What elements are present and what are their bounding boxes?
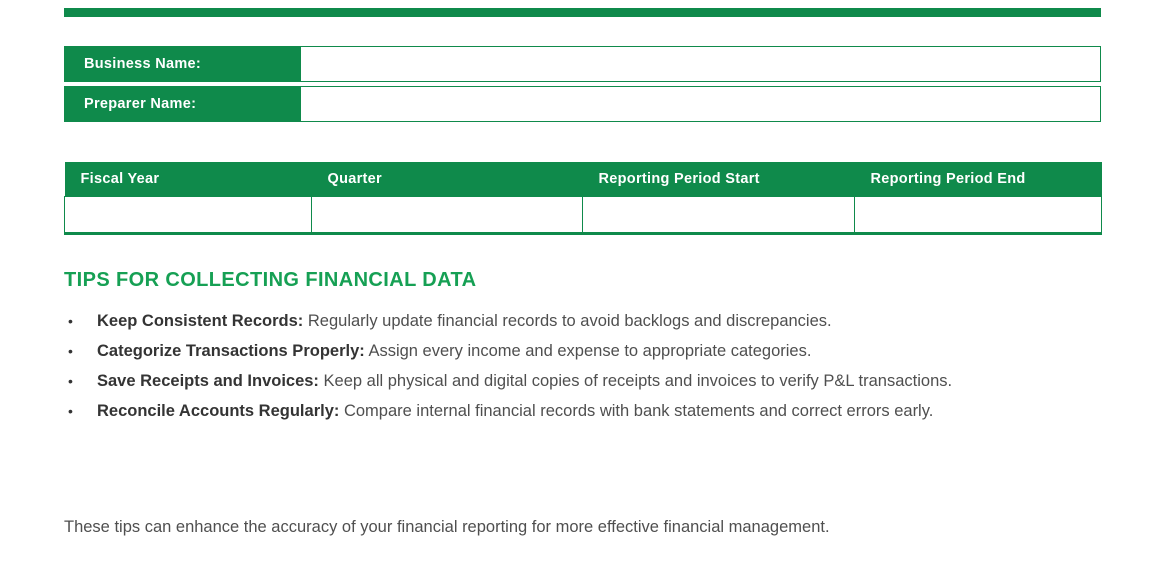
top-accent-bar (64, 8, 1101, 17)
column-header-reporting-period-end: Reporting Period End (855, 162, 1102, 196)
tip-item-save-receipts (64, 366, 1109, 396)
bullet-icon: • (68, 373, 73, 389)
tip-item-keep-consistent-records (64, 306, 1109, 336)
business-info-form (64, 46, 1101, 122)
reporting-period-start-cell[interactable] (583, 196, 855, 233)
tip-item-reconcile-accounts (64, 396, 1109, 426)
tip-title: Save Receipts and Invoices: (97, 372, 319, 390)
column-header-fiscal-year: Fiscal Year (65, 162, 312, 196)
tip-text (97, 306, 1109, 336)
tip-item-categorize-transactions (64, 336, 1109, 366)
period-table-data-row (65, 196, 1102, 233)
tip-description: Compare internal financial records with bank statements and correct errors early. (343, 402, 934, 420)
tips-list (64, 306, 1109, 426)
bullet-icon: • (68, 343, 73, 359)
preparer-name-input[interactable] (300, 86, 1101, 122)
bullet-icon: • (68, 313, 73, 329)
fiscal-year-cell[interactable] (65, 196, 312, 233)
bullet-icon: • (68, 403, 73, 419)
business-name-label: Business Name: (64, 46, 300, 82)
preparer-name-label: Preparer Name: (64, 86, 300, 122)
closing-note: These tips can enhance the accuracy of your financial reporting for more effective financial management. (64, 518, 830, 536)
period-table-header-row (65, 162, 1102, 196)
tip-description: Keep all physical and digital copies of receipts and invoices to verify P&L transactions. (323, 372, 953, 390)
column-header-quarter: Quarter (312, 162, 583, 196)
business-name-row (64, 46, 1101, 82)
reporting-period-end-cell[interactable] (855, 196, 1102, 233)
tip-description: Assign every income and expense to appropriate categories. (368, 342, 812, 360)
quarter-cell[interactable] (312, 196, 583, 233)
business-name-input[interactable] (300, 46, 1101, 82)
reporting-period-table (64, 162, 1102, 235)
tip-text (97, 366, 1109, 396)
tip-title: Categorize Transactions Properly: (97, 342, 365, 360)
tip-title: Reconcile Accounts Regularly: (97, 402, 340, 420)
tip-description: Regularly update financial records to avoid backlogs and discrepancies. (307, 312, 832, 330)
tips-section-heading: TIPS FOR COLLECTING FINANCIAL DATA (64, 269, 477, 291)
column-header-reporting-period-start: Reporting Period Start (583, 162, 855, 196)
tip-title: Keep Consistent Records: (97, 312, 304, 330)
preparer-name-row (64, 86, 1101, 122)
tip-text (97, 336, 1109, 366)
tip-text (97, 396, 1109, 426)
